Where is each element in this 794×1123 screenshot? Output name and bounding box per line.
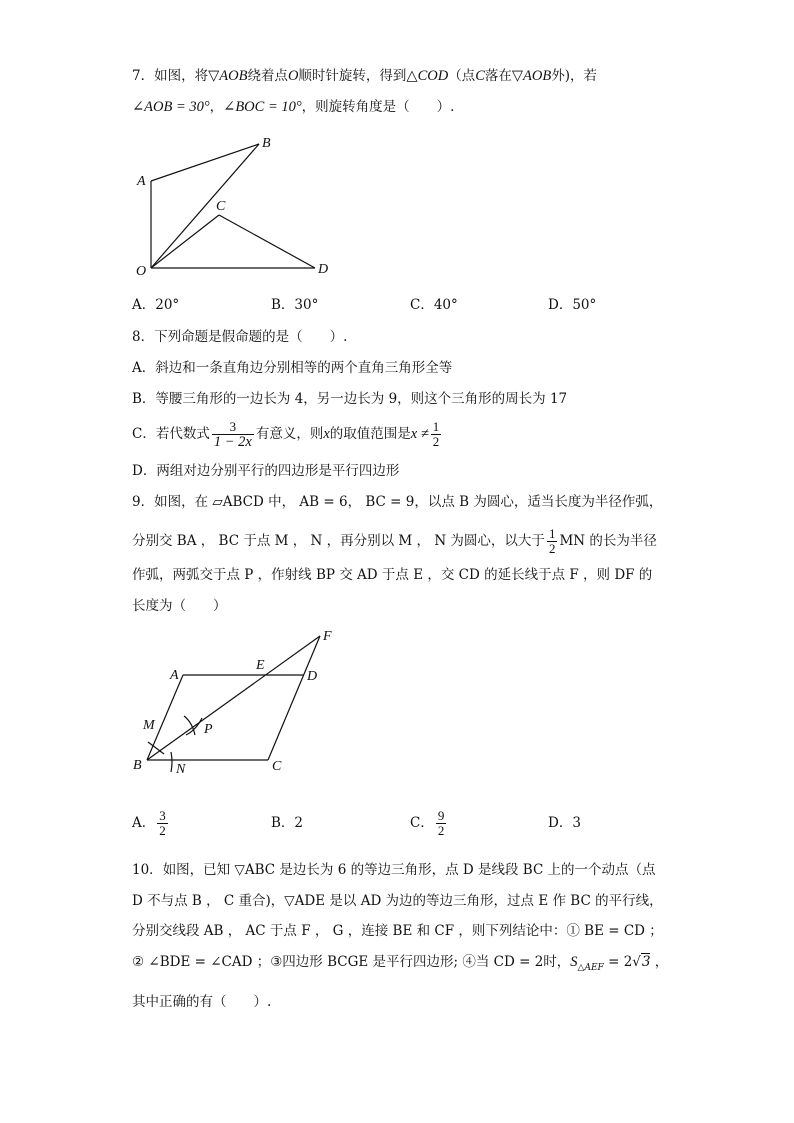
q9-option-c[interactable] bbox=[410, 806, 448, 840]
q10-line-text: 如图，已知 ▽ABC 是边长为 6 的等边三角形，点 D 是线段 BC 上的一个动点（点 bbox=[162, 862, 656, 878]
option-key: D． bbox=[548, 815, 573, 831]
q9-line-text: 长度为（ ） bbox=[132, 598, 227, 614]
q10-line-text: D 不与点 B ， C 重合)，▽ADE 是以 AD 为边的等边三角形，过点 E 作 BC 的平行线， bbox=[132, 893, 663, 909]
fraction-numerator: 9 bbox=[437, 808, 445, 823]
q8-option-b[interactable] bbox=[132, 389, 567, 409]
option-key: C． bbox=[132, 426, 156, 442]
q8-number: 8． bbox=[132, 329, 155, 345]
q7-math-aob: ▽AOB bbox=[208, 68, 248, 84]
fraction-denominator: 1 − 2x bbox=[213, 434, 252, 450]
q7-label-a: A bbox=[137, 174, 146, 189]
q10-line-text: ， bbox=[650, 954, 669, 970]
q9-label-b: B bbox=[133, 758, 142, 773]
option-key: D． bbox=[548, 297, 573, 313]
q8-stem-text: 下列命题是假命题的是（ ）. bbox=[154, 329, 348, 345]
q7-label-o: O bbox=[136, 264, 147, 279]
option-key: C． bbox=[410, 297, 434, 313]
fraction-denominator: 2 bbox=[432, 434, 440, 449]
fraction-denominator: 2 bbox=[437, 823, 445, 838]
option-key: A． bbox=[132, 297, 156, 313]
fraction bbox=[431, 420, 442, 449]
option-key: C． bbox=[410, 815, 434, 831]
q9-label-d: D bbox=[307, 669, 318, 684]
q10-line-3 bbox=[132, 921, 663, 941]
option-text: 等腰三角形的一边长为 4，另一边长为 9，则这个三角形的周长为 17 bbox=[155, 391, 568, 407]
q8-option-c[interactable] bbox=[132, 417, 443, 451]
fraction bbox=[547, 527, 558, 556]
option-key: B． bbox=[132, 391, 156, 407]
q7-text-b: 绕着点 bbox=[247, 68, 288, 84]
fraction-denominator: 2 bbox=[548, 541, 556, 556]
q9-line-text: 如图，在 ▱ABCD 中， AB = 6， BC = 9，以点 B 为圆心，适当长度为半径作弧， bbox=[154, 494, 663, 510]
math-var: x bbox=[323, 426, 330, 442]
q9-label-m: M bbox=[143, 718, 155, 733]
option-text: 40° bbox=[433, 297, 458, 313]
q9-line-text: MN 的长为半径 bbox=[559, 533, 657, 549]
q7-math-c: C bbox=[475, 68, 485, 84]
option-key: D． bbox=[132, 463, 157, 479]
option-key: A． bbox=[132, 815, 156, 831]
q9-label-e: E bbox=[256, 658, 265, 673]
q10-line-1 bbox=[132, 860, 656, 880]
q10-line-4 bbox=[132, 952, 668, 978]
q9-line-text: 分别交 BA ， BC 于点 M ， N ，再分别以 M ， N 为圆心，以大于 bbox=[132, 533, 545, 549]
fraction bbox=[212, 420, 254, 449]
q9-label-p: P bbox=[204, 722, 213, 737]
fraction bbox=[436, 809, 447, 838]
fraction-numerator: 3 bbox=[159, 808, 166, 823]
q7-text-c: 顺时针旋转，得到 bbox=[298, 68, 407, 84]
q7-option-a[interactable] bbox=[132, 295, 179, 315]
q9-line-2 bbox=[132, 524, 657, 558]
q7-label-c: C bbox=[216, 199, 226, 214]
q7-math-o: O bbox=[287, 68, 299, 84]
option-text: 斜边和一条直角边分别相等的两个直角三角形全等 bbox=[155, 360, 453, 376]
option-key: A． bbox=[132, 360, 156, 376]
q9-option-d[interactable] bbox=[548, 806, 581, 840]
fraction-numerator: 1 bbox=[432, 419, 440, 434]
q7-text-d: （点 bbox=[448, 68, 476, 84]
option-text: 两组对边分别平行的四边形是平行四边形 bbox=[156, 463, 400, 479]
option-text: 有意义，则 bbox=[255, 426, 324, 442]
fraction-denominator: 2 bbox=[159, 823, 166, 838]
option-key: B． bbox=[271, 815, 295, 831]
q9-line-4 bbox=[132, 596, 227, 616]
q9-label-c: C bbox=[272, 759, 282, 774]
option-text: 若代数式 bbox=[155, 426, 210, 442]
q7-math-angle-boc: ∠BOC = 10° bbox=[223, 99, 302, 115]
q7-label-b: B bbox=[262, 136, 271, 151]
q10-line-text: ② ∠BDE = ∠CAD ；③四边形 BCGE 是平行四边形; ④当 CD = 2时， bbox=[132, 954, 571, 970]
q10-line-5 bbox=[132, 992, 271, 1012]
q9-option-b[interactable] bbox=[271, 806, 303, 840]
option-text: 50° bbox=[572, 297, 597, 313]
option-text: 的取值范围是 bbox=[329, 426, 411, 442]
option-text: 30° bbox=[294, 297, 319, 313]
q7-number: 7． bbox=[132, 68, 155, 84]
math-equals: = 2 bbox=[603, 954, 633, 970]
math-cond: x ≠ bbox=[410, 426, 429, 442]
fraction bbox=[157, 809, 168, 838]
q7-math-cod: △COD bbox=[406, 68, 449, 84]
fraction-numerator: 1 bbox=[548, 526, 556, 541]
q9-label-n: N bbox=[176, 762, 186, 777]
q7-text-f: 外)，若 bbox=[551, 68, 597, 84]
q7-option-b[interactable] bbox=[271, 295, 318, 315]
q7-option-c[interactable] bbox=[410, 295, 458, 315]
q10-number: 10． bbox=[132, 862, 163, 878]
sqrt-radicand: 3 bbox=[641, 954, 651, 970]
q9-line-3 bbox=[132, 565, 652, 585]
q9-figure-lines bbox=[147, 636, 320, 772]
q9-label-f: F bbox=[323, 629, 332, 644]
q9-number: 9． bbox=[132, 494, 155, 510]
option-text: 2 bbox=[294, 815, 304, 831]
q10-line-text: 分别交线段 AB ， AC 于点 F ， G ，连接 BE 和 CF ，则下列结论中：① BE = CD ； bbox=[132, 923, 663, 939]
q7-label-d: D bbox=[318, 262, 329, 277]
q7-text-g: ， bbox=[209, 99, 224, 115]
q8-option-a[interactable] bbox=[132, 358, 452, 378]
q7-figure-lines bbox=[151, 144, 315, 268]
q7-option-d[interactable] bbox=[548, 295, 596, 315]
option-text: 20° bbox=[155, 297, 180, 313]
math-area-symbol: S bbox=[570, 954, 578, 970]
math-subscript: △AEF bbox=[577, 963, 604, 973]
q7-text-a: 如图，将 bbox=[154, 68, 209, 84]
option-text: 3 bbox=[572, 815, 581, 831]
q7-text-h: ，则旋转角度是（ ）. bbox=[301, 99, 455, 115]
q7-math-angle-aob: ∠AOB = 30° bbox=[132, 99, 210, 115]
q7-math-aob-2: ▽AOB bbox=[511, 68, 552, 84]
q9-line-text: 作弧，两弧交于点 P ，作射线 BP 交 AD 于点 E ，交 CD 的延长线于点 F ，则 DF 的 bbox=[132, 567, 653, 583]
q9-line-1 bbox=[132, 492, 662, 512]
sqrt-icon: √ bbox=[632, 954, 641, 970]
fraction-numerator: 3 bbox=[212, 420, 254, 435]
q7-text-e: 落在 bbox=[484, 68, 512, 84]
option-key: B． bbox=[271, 297, 295, 313]
q10-line-text: 其中正确的有（ ）. bbox=[132, 994, 272, 1010]
q8-option-d[interactable] bbox=[132, 461, 399, 481]
q9-option-a[interactable] bbox=[132, 806, 170, 840]
q10-line-2 bbox=[132, 891, 663, 911]
q8-stem bbox=[132, 327, 347, 347]
q9-label-a: A bbox=[170, 668, 179, 683]
